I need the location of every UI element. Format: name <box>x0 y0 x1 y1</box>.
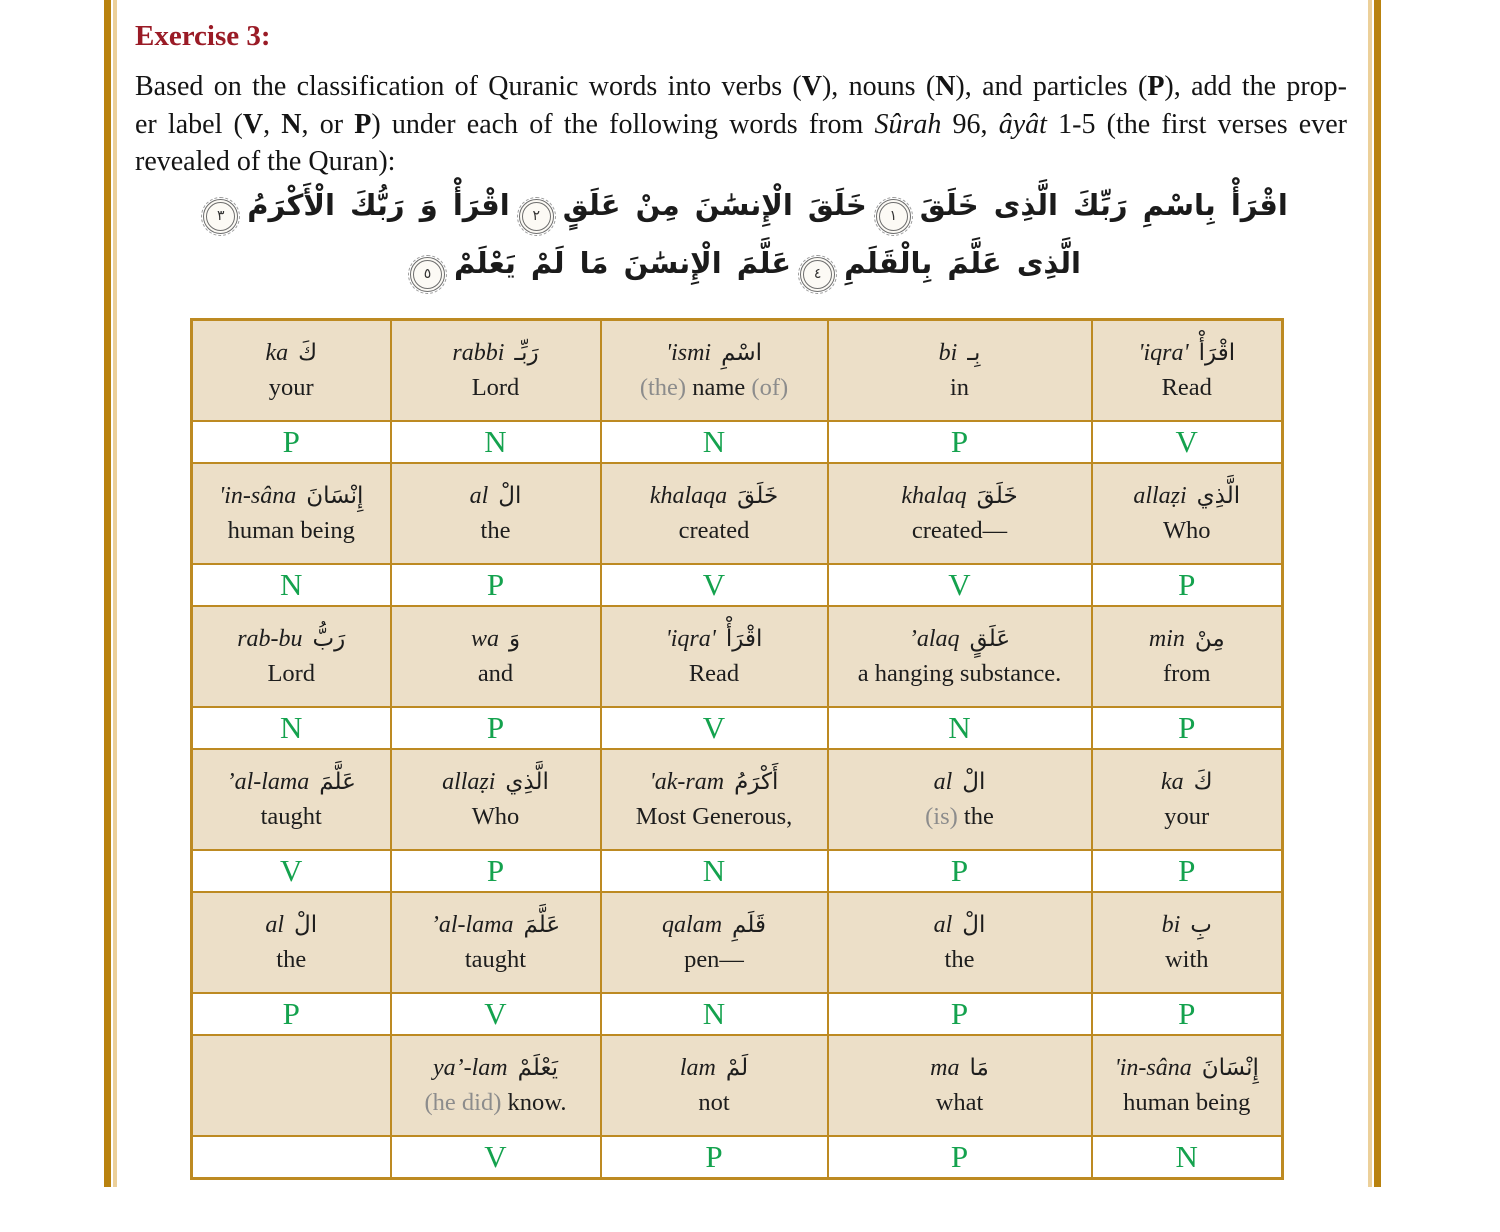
word-gloss <box>829 374 1091 402</box>
label-cell <box>601 564 828 606</box>
word-headline <box>392 769 600 796</box>
word-cell <box>601 320 828 422</box>
word-arabic: إِنْسَانَ <box>1201 1054 1259 1081</box>
gloss-part: name <box>686 373 752 401</box>
pos-label: N <box>280 567 303 602</box>
word-arabic: الْ <box>498 482 522 509</box>
word-cell <box>828 320 1092 422</box>
word-arabic: بِـ <box>967 339 981 366</box>
word-headline <box>1093 626 1282 653</box>
word-headline <box>829 912 1091 939</box>
gloss-paren: (is) <box>925 802 958 830</box>
word-cell <box>828 463 1092 564</box>
pos-label: P <box>282 424 300 459</box>
word-cell <box>601 749 828 850</box>
label-cell <box>601 1136 828 1179</box>
quran-verses <box>135 176 1347 292</box>
intro-text: ) under each of the following words from <box>371 108 875 140</box>
gloss-part: your <box>1164 802 1210 830</box>
quran-verse-line <box>135 176 1347 234</box>
label-cell <box>601 850 828 892</box>
word-cell <box>1092 749 1283 850</box>
gloss-part: the <box>276 945 307 973</box>
word-arabic: اسْمِ <box>721 339 763 366</box>
word-cell <box>1092 463 1283 564</box>
word-gloss <box>602 946 827 974</box>
ayah-marker: ٢ <box>519 199 554 234</box>
intro-text: revealed of the Quran): <box>135 146 396 177</box>
gloss-part: created— <box>911 516 1008 544</box>
word-cell <box>601 892 828 993</box>
word-headline <box>193 626 390 653</box>
word-gloss <box>602 1089 827 1117</box>
word-arabic: عَلَّمَ <box>523 911 561 938</box>
intro-text: ), add the prop- <box>1164 71 1348 102</box>
pos-label: P <box>950 424 969 459</box>
word-gloss <box>829 517 1091 545</box>
pos-label: V <box>702 710 726 745</box>
word-arabic: خَلَقَ <box>737 482 779 509</box>
word-arabic: الَّذِي <box>505 768 549 795</box>
word-headline <box>392 483 600 510</box>
word-translit: bi <box>938 339 958 366</box>
word-gloss <box>1093 374 1282 402</box>
word-translit: ’al-lama <box>226 768 310 795</box>
label-cell <box>391 564 601 606</box>
word-translit: ’al-lama <box>430 911 514 938</box>
word-translit: allaẓi <box>1133 482 1187 509</box>
label-cell <box>192 993 391 1035</box>
word-headline <box>829 340 1091 367</box>
quran-verse-line <box>135 234 1347 292</box>
word-cell <box>601 1035 828 1136</box>
word-cell <box>391 892 601 993</box>
pos-label: P <box>486 567 505 602</box>
word-cell <box>1092 892 1283 993</box>
word-translit: ’alaq <box>908 625 960 652</box>
word-cell <box>828 749 1092 850</box>
word-translit: 'in-sâna <box>219 482 297 509</box>
word-gloss <box>392 660 600 688</box>
word-arabic: رَبُّ <box>312 625 346 652</box>
intro-bold-text: N <box>935 71 956 102</box>
word-arabic: كَ <box>1193 768 1213 795</box>
gloss-paren: (he did) <box>424 1088 502 1116</box>
intro-italic-text: Sûrah <box>874 108 942 140</box>
word-gloss <box>392 946 600 974</box>
gloss-part: your <box>268 373 314 401</box>
word-translit: khalaq <box>901 482 967 509</box>
pos-label: N <box>702 853 726 888</box>
word-gloss <box>829 803 1091 831</box>
gloss-part: Who <box>1162 516 1211 544</box>
gloss-part: from <box>1162 659 1211 687</box>
word-gloss <box>193 374 390 402</box>
intro-text: er label ( <box>135 108 243 140</box>
word-gloss <box>602 803 827 831</box>
word-translit: al <box>469 482 489 509</box>
label-row <box>192 707 1283 749</box>
pos-label: N <box>1175 1139 1198 1174</box>
word-cell <box>391 606 601 707</box>
word-headline <box>829 626 1091 653</box>
word-arabic: يَعْلَمْ <box>517 1054 559 1081</box>
label-row <box>192 1136 1283 1179</box>
pos-label: V <box>948 567 971 602</box>
label-cell <box>828 564 1092 606</box>
word-translit: al <box>933 911 953 938</box>
word-headline <box>1093 483 1282 510</box>
word-arabic: الَّذِي <box>1196 482 1241 509</box>
label-cell <box>601 421 828 463</box>
label-cell <box>1092 850 1283 892</box>
label-cell <box>1092 421 1283 463</box>
word-row <box>192 606 1283 707</box>
word-translit: lam <box>679 1054 716 1081</box>
pos-label: P <box>1178 853 1196 888</box>
word-translit: al <box>933 768 953 795</box>
word-translit: al <box>265 911 285 938</box>
word-cell <box>192 606 391 707</box>
word-headline <box>392 912 600 939</box>
pos-label: N <box>280 710 303 745</box>
word-headline <box>602 769 827 796</box>
intro-line <box>135 106 1347 144</box>
word-cell <box>391 749 601 850</box>
word-headline <box>392 1055 600 1082</box>
label-cell <box>1092 993 1283 1035</box>
word-arabic: إِنْسَانَ <box>306 482 364 509</box>
gloss-part: Read <box>1161 373 1212 401</box>
word-row <box>192 320 1283 422</box>
word-row <box>192 1035 1283 1136</box>
gloss-part: and <box>477 659 514 687</box>
word-headline <box>602 483 827 510</box>
pos-label: P <box>1178 996 1196 1031</box>
label-cell <box>391 993 601 1035</box>
pos-label: V <box>484 1139 507 1174</box>
label-cell <box>391 707 601 749</box>
gloss-part: a hanging substance. <box>857 659 1062 687</box>
intro-bold-text: V <box>801 71 822 102</box>
gloss-part: created <box>678 516 750 544</box>
quran-text: اقْرَأْ بِاسْمِ رَبِّكَ الَّذِى خَلَقَ <box>919 188 1288 222</box>
word-gloss <box>193 517 390 545</box>
pos-label: P <box>950 853 969 888</box>
intro-bold-text: N <box>281 108 302 140</box>
word-cell <box>1092 606 1283 707</box>
ayah-marker: ٤ <box>800 257 835 292</box>
intro-text: 96, <box>941 108 999 140</box>
word-cell <box>1092 1035 1283 1136</box>
word-headline <box>602 912 827 939</box>
gloss-part: Who <box>471 802 520 830</box>
gloss-part: know. <box>501 1088 567 1116</box>
pos-label: V <box>1175 424 1198 459</box>
label-row <box>192 564 1283 606</box>
word-gloss <box>1093 517 1282 545</box>
word-arabic: الْ <box>962 768 986 795</box>
ayah-marker: ١ <box>876 199 911 234</box>
word-headline <box>193 483 390 510</box>
quran-text: اقْرَأْ وَ رَبُّكَ الْأَكْرَمُ <box>247 188 510 222</box>
word-cell <box>192 749 391 850</box>
word-gloss <box>602 517 827 545</box>
pos-label: P <box>486 710 505 745</box>
pos-label: N <box>702 424 726 459</box>
pos-label: V <box>702 567 726 602</box>
word-headline <box>602 340 827 367</box>
label-cell <box>828 850 1092 892</box>
word-cell <box>391 320 601 422</box>
intro-text: ), and particles ( <box>955 71 1148 102</box>
gloss-part: in <box>949 373 970 401</box>
word-translit: 'ismi <box>665 339 712 366</box>
gloss-part: human being <box>1123 1088 1251 1116</box>
word-translit: khalaqa <box>649 482 728 509</box>
word-cell <box>828 1035 1092 1136</box>
ayah-marker: ٥ <box>410 257 445 292</box>
word-arabic: اقْرَأْ <box>1198 339 1236 366</box>
word-translit: ma <box>930 1054 960 1081</box>
gloss-paren: (of) <box>751 373 789 401</box>
word-headline <box>1093 1055 1282 1082</box>
word-translit: ka <box>1160 768 1184 795</box>
word-arabic: عَلَقٍ <box>969 625 1011 652</box>
label-cell <box>828 1136 1092 1179</box>
word-translit: min <box>1148 625 1185 652</box>
page-border-left <box>104 0 117 1187</box>
intro-text: , <box>263 108 282 140</box>
word-cell <box>192 463 391 564</box>
word-gloss <box>193 803 390 831</box>
word-headline <box>193 912 390 939</box>
word-headline <box>829 1055 1091 1082</box>
word-arabic: مِنْ <box>1194 625 1225 652</box>
intro-text: 1-5 (the first verses ever <box>1046 108 1347 140</box>
label-cell <box>601 993 828 1035</box>
word-cell <box>391 463 601 564</box>
pos-label: P <box>486 853 505 888</box>
gloss-part: the <box>480 516 511 544</box>
label-row <box>192 993 1283 1035</box>
word-gloss <box>602 374 827 402</box>
word-gloss <box>829 1089 1091 1117</box>
word-arabic: رَبِّـ <box>514 339 539 366</box>
gloss-paren: (the) <box>639 373 687 401</box>
word-headline <box>392 626 600 653</box>
word-headline <box>602 1055 827 1082</box>
word-translit: allaẓi <box>442 768 496 795</box>
word-headline <box>1093 769 1282 796</box>
word-cell <box>828 892 1092 993</box>
words-table-body <box>192 320 1283 1179</box>
label-row <box>192 421 1283 463</box>
word-cell <box>192 320 391 422</box>
pos-label: N <box>948 710 971 745</box>
pos-label: P <box>282 996 300 1031</box>
label-cell <box>391 850 601 892</box>
label-cell <box>601 707 828 749</box>
word-translit: 'iqra' <box>665 625 716 652</box>
intro-text: Based on the classification of Quranic words into verbs ( <box>135 71 802 102</box>
word-gloss <box>1093 1089 1282 1117</box>
gloss-part: not <box>698 1088 730 1116</box>
label-cell <box>828 421 1092 463</box>
word-headline <box>829 483 1091 510</box>
word-gloss <box>193 946 390 974</box>
word-translit: 'in-sâna <box>1114 1054 1192 1081</box>
intro-line <box>135 68 1347 106</box>
word-gloss <box>193 660 390 688</box>
label-cell <box>1092 564 1283 606</box>
word-arabic: اقْرَأْ <box>725 625 763 652</box>
word-arabic: وَ <box>508 625 521 652</box>
pos-label: V <box>280 853 303 888</box>
word-cell <box>828 606 1092 707</box>
word-arabic: مَا <box>969 1054 989 1081</box>
word-headline <box>1093 912 1282 939</box>
word-arabic: لَمْ <box>725 1054 749 1081</box>
label-cell <box>192 707 391 749</box>
word-gloss <box>1093 803 1282 831</box>
gloss-part: Lord <box>267 659 316 687</box>
gloss-part: with <box>1164 945 1209 973</box>
gloss-part: what <box>935 1088 984 1116</box>
word-arabic: كَ <box>298 339 318 366</box>
intro-bold-text: P <box>1147 71 1165 102</box>
label-cell <box>828 993 1092 1035</box>
gloss-part: taught <box>464 945 527 973</box>
label-row <box>192 850 1283 892</box>
pos-label: P <box>1178 710 1196 745</box>
label-cell <box>192 1136 391 1179</box>
label-cell <box>192 850 391 892</box>
word-gloss <box>392 374 600 402</box>
word-translit: ka <box>265 339 289 366</box>
pos-label: V <box>484 996 507 1031</box>
quran-text: عَلَّمَ الْإِنسَٰنَ مَا لَمْ يَعْلَمْ <box>454 246 792 280</box>
label-cell <box>192 421 391 463</box>
intro-text: ), nouns ( <box>821 71 936 102</box>
intro-line <box>135 143 1347 181</box>
words-table <box>190 318 1284 1180</box>
word-arabic: الْ <box>294 911 318 938</box>
word-arabic: بِ <box>1190 911 1212 938</box>
word-headline <box>193 769 390 796</box>
word-arabic: عَلَّمَ <box>319 768 356 795</box>
intro-bold-text: V <box>242 108 264 140</box>
word-translit: bi <box>1161 911 1181 938</box>
gloss-part: Most Generous, <box>635 802 793 830</box>
word-translit: 'ak-ram <box>649 768 725 795</box>
label-cell <box>1092 707 1283 749</box>
word-headline <box>1093 340 1282 367</box>
word-translit: ya’-lam <box>432 1054 508 1081</box>
word-translit: rabbi <box>452 339 505 366</box>
word-cell <box>601 606 828 707</box>
intro-text: , or <box>301 108 355 140</box>
word-cell <box>601 463 828 564</box>
word-arabic: الْ <box>962 911 986 938</box>
page-border-right <box>1368 0 1381 1187</box>
word-row <box>192 463 1283 564</box>
gloss-part: Lord <box>471 373 520 401</box>
word-gloss <box>1093 660 1282 688</box>
word-row <box>192 892 1283 993</box>
label-cell <box>192 564 391 606</box>
word-arabic: خَلَقَ <box>976 482 1018 509</box>
label-cell <box>828 707 1092 749</box>
word-gloss <box>392 517 600 545</box>
word-gloss <box>602 660 827 688</box>
word-translit: qalam <box>662 911 723 938</box>
gloss-part: the <box>944 945 975 973</box>
word-cell <box>1092 320 1283 422</box>
word-headline <box>829 769 1091 796</box>
word-arabic: أَكْرَمُ <box>734 768 779 795</box>
quran-text: خَلَقَ الْإِنسَٰنَ مِنْ عَلَقٍ <box>562 188 867 222</box>
word-headline <box>602 626 827 653</box>
label-cell <box>1092 1136 1283 1179</box>
gloss-part: Read <box>688 659 740 687</box>
intro-paragraph <box>135 68 1347 181</box>
word-gloss <box>392 1089 600 1117</box>
exercise-title: Exercise 3: <box>135 20 271 52</box>
gloss-part: pen— <box>684 945 744 973</box>
gloss-part: human being <box>227 516 355 544</box>
word-headline <box>193 340 390 367</box>
gloss-part: taught <box>260 802 322 830</box>
word-cell <box>192 1035 391 1136</box>
label-cell <box>391 421 601 463</box>
pos-label: N <box>702 996 726 1031</box>
word-cell <box>391 1035 601 1136</box>
intro-bold-text: P <box>354 108 372 140</box>
word-gloss <box>829 946 1091 974</box>
word-translit: 'iqra' <box>1138 339 1189 366</box>
pos-label: P <box>950 996 969 1031</box>
word-gloss <box>1093 946 1282 974</box>
pos-label: P <box>705 1139 723 1174</box>
label-cell <box>391 1136 601 1179</box>
word-cell <box>192 892 391 993</box>
gloss-part: the <box>957 802 994 830</box>
word-arabic: قَلَمِ <box>732 911 766 938</box>
word-headline <box>392 340 600 367</box>
word-translit: wa <box>470 625 499 652</box>
word-row <box>192 749 1283 850</box>
pos-label: P <box>950 1139 969 1174</box>
intro-italic-text: âyât <box>998 108 1047 140</box>
word-gloss <box>829 660 1091 688</box>
ayah-marker: ٣ <box>203 199 238 234</box>
word-translit: rab-bu <box>237 625 303 652</box>
pos-label: N <box>484 424 507 459</box>
word-gloss <box>392 803 600 831</box>
pos-label: P <box>1178 567 1196 602</box>
quran-text: الَّذِى عَلَّمَ بِالْقَلَمِ <box>844 246 1081 280</box>
